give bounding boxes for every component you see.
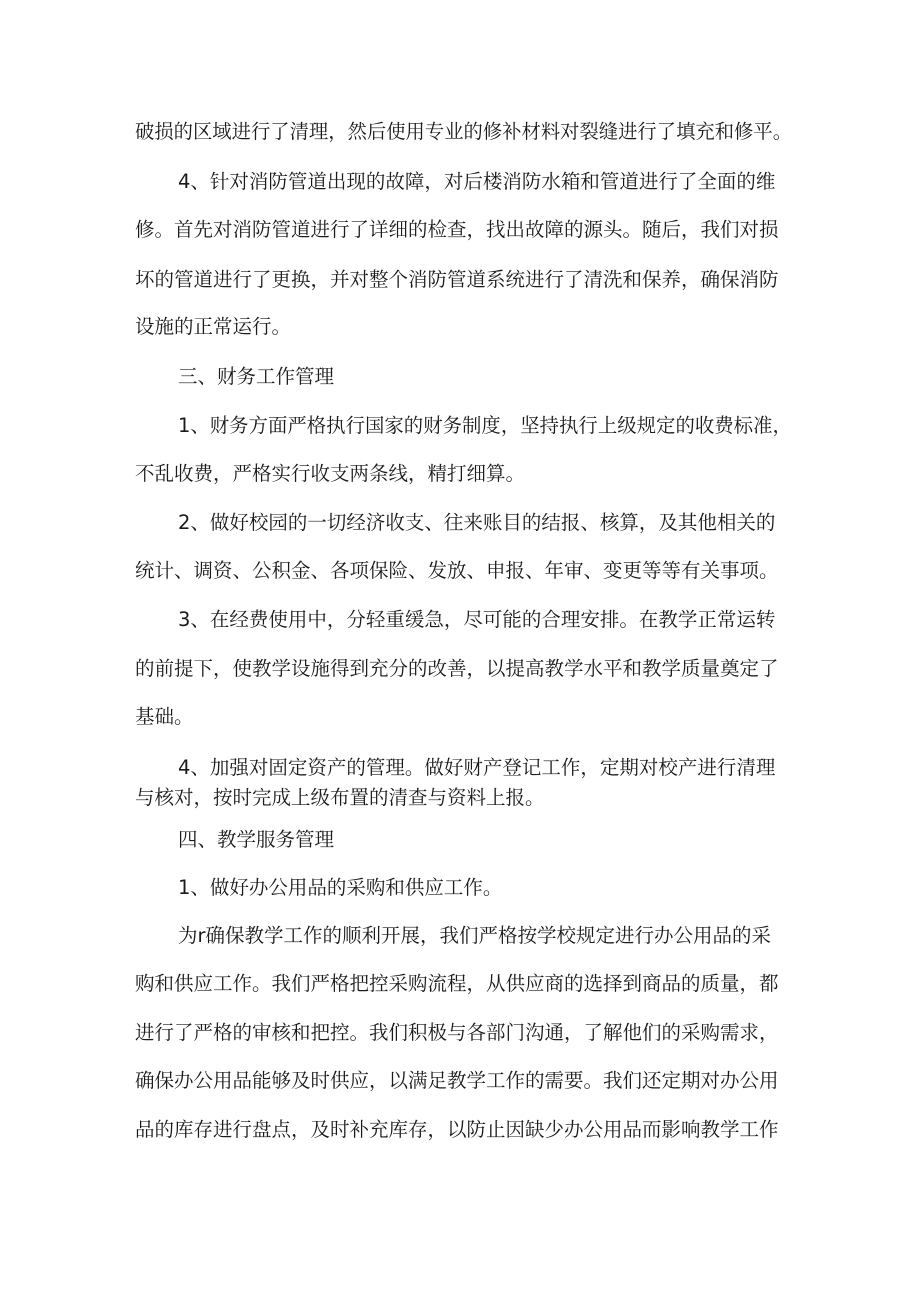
paragraph-line: 修。首先对消防管道进行了详细的检查，找出故障的源头。随后，我们对损 [135,218,779,241]
paragraph-line: 品的库存进行盘点，及时补充库存，以防止因缺少办公用品而影响教学工作 [135,1118,779,1141]
paragraph-line: 确保办公用品能够及时供应，以满足教学工作的需要。我们还定期对办公用 [135,1069,779,1092]
paragraph-line: 2、做好校园的一切经济收支、往来账目的结报、核算，及其他相关的 [178,511,776,534]
paragraph-line: 为r确保教学工作的顺利开展，我们严格按学校规定进行办公用品的采 [178,924,772,947]
paragraph-line: 基础。 [135,705,194,728]
paragraph-line: 1、财务方面严格执行国家的财务制度，坚持执行上级规定的收费标准， [178,414,792,437]
paragraph-line: 统计、调资、公积金、各项保险、发放、申报、年审、变更等等有关事项。 [135,559,779,582]
section-heading: 三、财务工作管理 [178,365,335,388]
paragraph-line: 的前提下，使教学设施得到充分的改善，以提高教学水平和教学质量奠定了 [135,657,779,680]
paragraph-line: 1、做好办公用品的采购和供应工作。 [178,876,503,899]
paragraph-line: 购和供应工作。我们严格把控采购流程，从供应商的选择到商品的质量，都 [135,972,779,995]
paragraph-line: 破损的区域进行了清理，然后使用专业的修补材料对裂缝进行了填充和修平。 [135,120,793,143]
paragraph-line: 4、加强对固定资产的管理。做好财产登记工作，定期对校产进行清理 [178,756,776,779]
paragraph-line: 进行了严格的审核和把控。我们积极与各部门沟通，了解他们的采购需求， [135,1021,779,1044]
paragraph-line: 4、针对消防管道出现的故障，对后楼消防水箱和管道进行了全面的维 [178,170,776,193]
paragraph-line: 设施的正常运行。 [135,315,292,338]
paragraph-line: 不乱收费，严格实行收支两条线，精打细算。 [135,462,526,485]
paragraph-line: 3、在经费使用中，分轻重缓急，尽可能的合理安排。在教学正常运转 [178,608,776,631]
paragraph-line: 坏的管道进行了更换，并对整个消防管道系统进行了清洗和保养，确保消防 [135,268,779,291]
paragraph-line: 与核对，按时完成上级布置的清查与资料上报。 [135,786,545,809]
section-heading: 四、教学服务管理 [178,828,335,851]
